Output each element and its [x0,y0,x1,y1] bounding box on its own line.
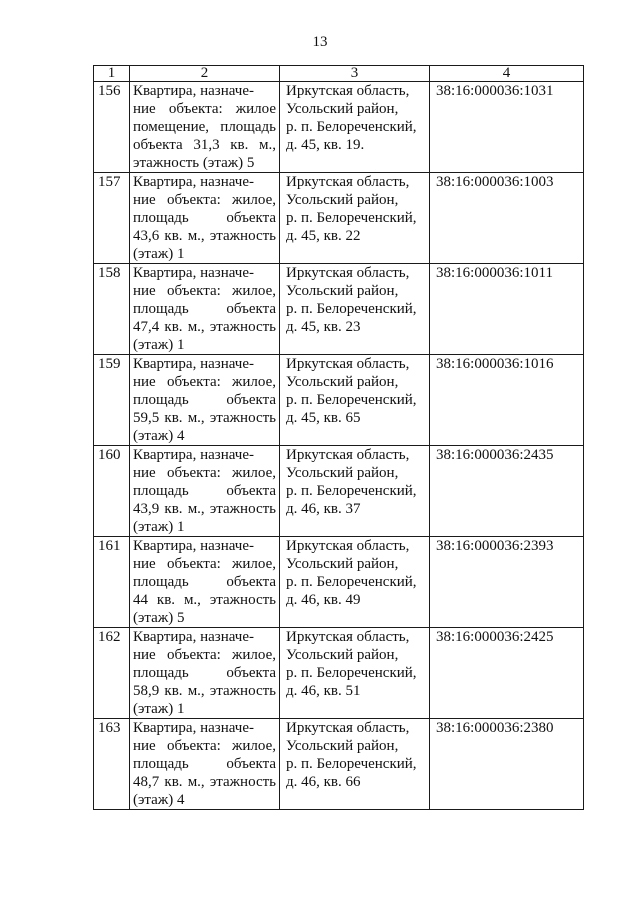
address-line: Усольский район, [286,101,399,117]
address-line: Усольский район, [286,374,399,390]
address-line: д. 46, кв. 66 [286,774,361,790]
description-line: (этаж) 4 [133,792,185,808]
description-line: Квартира, назначе- [133,174,254,190]
address-line: д. 46, кв. 49 [286,592,361,608]
property-description-cell [130,355,280,446]
address-line: р. п. Белореченский, [286,210,417,226]
row-number-cell: 160 [94,446,130,537]
address-line: р. п. Белореченский, [286,756,417,772]
address-line: р. п. Белореченский, [286,574,417,590]
cadastral-number-cell: 38:16:000036:2393 [430,537,584,628]
cadastral-number-cell: 38:16:000036:1016 [430,355,584,446]
description-line: ние объекта: жилое, [133,738,276,754]
description-line: (этаж) 1 [133,701,185,717]
cadastral-number-cell: 38:16:000036:1011 [430,264,584,355]
address-line: р. п. Белореченский, [286,665,417,681]
property-description-cell [130,537,280,628]
address-line: Усольский район, [286,283,399,299]
property-address-cell [280,82,430,173]
description-line: 44 кв. м., этажность [133,592,276,608]
table-row [94,628,584,719]
description-line: ние объекта: жилое, [133,647,276,663]
description-line: этажность (этаж) 5 [133,155,255,171]
property-address-cell [280,264,430,355]
address-line: Иркутская область, [286,356,410,372]
address-line: Иркутская область, [286,720,410,736]
description-line: ние объекта: жилое, [133,465,276,481]
description-line: (этаж) 5 [133,610,185,626]
description-line: Квартира, назначе- [133,83,254,99]
property-description-cell [130,628,280,719]
description-line: ние объекта: жилое, [133,283,276,299]
description-line: ние объекта: жилое, [133,556,276,572]
row-number-cell: 157 [94,173,130,264]
column-header-1: 1 [94,66,130,82]
description-line: объекта 31,3 кв. м., [133,137,276,153]
address-line: Усольский район, [286,465,399,481]
description-line: (этаж) 4 [133,428,185,444]
address-line: Усольский район, [286,647,399,663]
table-row [94,537,584,628]
cadastral-number-cell: 38:16:000036:1003 [430,173,584,264]
property-address-cell [280,537,430,628]
description-line: Квартира, назначе- [133,629,254,645]
description-line: площадь объекта [133,301,276,317]
table-row [94,446,584,537]
description-line: Квартира, назначе- [133,356,254,372]
property-description-cell [130,173,280,264]
address-line: д. 46, кв. 51 [286,683,361,699]
row-number-cell: 161 [94,537,130,628]
property-address-cell [280,446,430,537]
property-address-cell [280,355,430,446]
description-line: ние объекта: жилое [133,101,276,117]
address-line: Усольский район, [286,556,399,572]
description-line: Квартира, назначе- [133,538,254,554]
address-line: д. 46, кв. 37 [286,501,361,517]
address-line: Усольский район, [286,192,399,208]
table-row [94,719,584,810]
description-line: (этаж) 1 [133,337,185,353]
property-description-cell [130,719,280,810]
description-line: площадь объекта [133,210,276,226]
property-registry-table [93,65,584,810]
property-description-cell [130,82,280,173]
column-header-4: 4 [430,66,584,82]
address-line: р. п. Белореченский, [286,119,417,135]
description-line: 43,9 кв. м., этажность [133,501,276,517]
column-header-3: 3 [280,66,430,82]
address-line: Иркутская область, [286,629,410,645]
description-line: 59,5 кв. м., этажность [133,410,276,426]
row-number-cell: 163 [94,719,130,810]
description-line: ние объекта: жилое, [133,192,276,208]
description-line: площадь объекта [133,483,276,499]
table-row [94,355,584,446]
description-line: 48,7 кв. м., этажность [133,774,276,790]
address-line: Иркутская область, [286,83,410,99]
address-line: д. 45, кв. 19. [286,137,365,153]
address-line: д. 45, кв. 22 [286,228,361,244]
address-line: д. 45, кв. 65 [286,410,361,426]
description-line: площадь объекта [133,665,276,681]
page-number: 13 [312,34,328,50]
address-line: р. п. Белореченский, [286,392,417,408]
address-line: Иркутская область, [286,174,410,190]
description-line: Квартира, назначе- [133,720,254,736]
description-line: площадь объекта [133,574,276,590]
description-line: Квартира, назначе- [133,447,254,463]
cadastral-number-cell: 38:16:000036:2425 [430,628,584,719]
table-row [94,264,584,355]
description-line: 47,4 кв. м., этажность [133,319,276,335]
description-line: площадь объекта [133,392,276,408]
address-line: Иркутская область, [286,447,410,463]
address-line: Иркутская область, [286,538,410,554]
table-header-row [94,66,584,82]
column-header-2: 2 [130,66,280,82]
address-line: Иркутская область, [286,265,410,281]
description-line: площадь объекта [133,756,276,772]
cadastral-number-cell: 38:16:000036:1031 [430,82,584,173]
cadastral-number-cell: 38:16:000036:2380 [430,719,584,810]
description-line: Квартира, назначе- [133,265,254,281]
description-line: помещение, площадь [133,119,276,135]
property-address-cell [280,719,430,810]
address-line: р. п. Белореченский, [286,483,417,499]
property-address-cell [280,628,430,719]
description-line: 58,9 кв. м., этажность [133,683,276,699]
description-line: 43,6 кв. м., этажность [133,228,276,244]
cadastral-number-cell: 38:16:000036:2435 [430,446,584,537]
property-address-cell [280,173,430,264]
table-row [94,82,584,173]
address-line: р. п. Белореченский, [286,301,417,317]
row-number-cell: 158 [94,264,130,355]
property-description-cell [130,264,280,355]
row-number-cell: 156 [94,82,130,173]
description-line: (этаж) 1 [133,519,185,535]
address-line: д. 45, кв. 23 [286,319,361,335]
property-description-cell [130,446,280,537]
description-line: (этаж) 1 [133,246,185,262]
row-number-cell: 162 [94,628,130,719]
description-line: ние объекта: жилое, [133,374,276,390]
table-row [94,173,584,264]
row-number-cell: 159 [94,355,130,446]
table-body [94,82,584,810]
address-line: Усольский район, [286,738,399,754]
